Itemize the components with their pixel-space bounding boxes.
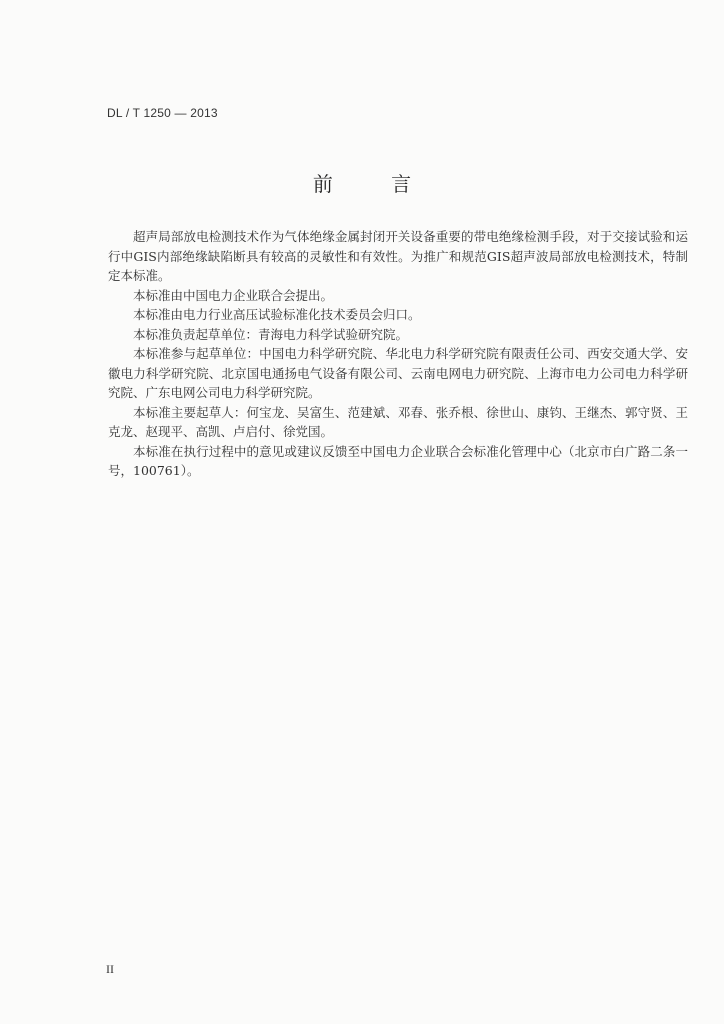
paragraph-intro: 超声局部放电检测技术作为气体绝缘金属封闭开关设备重要的带电绝缘检测手段，对于交接试验和运行中GIS内部绝缘缺陷断具有较高的灵敏性和有效性。为推广和规范GIS超声波局部放电检测技术，特制定本标准。 [108, 229, 688, 283]
page-number: II [106, 962, 114, 976]
paragraph-proposer: 本标准由中国电力企业联合会提出。 [133, 287, 334, 303]
paragraph-main-drafters: 本标准主要起草人：何宝龙、吴富生、范建斌、邓春、张乔根、徐世山、康钧、王继杰、郭守贤、王克龙、赵现平、高凯、卢启付、徐党国。 [108, 404, 688, 439]
paragraph-centralized: 本标准由电力行业高压试验标准化技术委员会归口。 [133, 307, 421, 322]
foreword-body [108, 227, 688, 481]
standard-code-header: DL / T 1250 — 2013 [107, 106, 218, 120]
paragraph-lead-drafter: 本标准负责起草单位：青海电力科学试验研究院。 [133, 326, 409, 342]
section-title: 前 言 [312, 172, 438, 196]
paragraph-participating-drafters: 本标准参与起草单位：中国电力科学研究院、华北电力科学研究院有限责任公司、西安交通大学、安徽电力科学研究院、北京国电通扬电气设备有限公司、云南电网电力研究院、上海市电力公司电力科学研究院、广东电网公司电力科学研究院。 [108, 346, 688, 400]
paragraph-feedback: 本标准在执行过程中的意见或建议反馈至中国电力企业联合会标准化管理中心（北京市白广路二条一号，100761）。 [108, 443, 688, 478]
